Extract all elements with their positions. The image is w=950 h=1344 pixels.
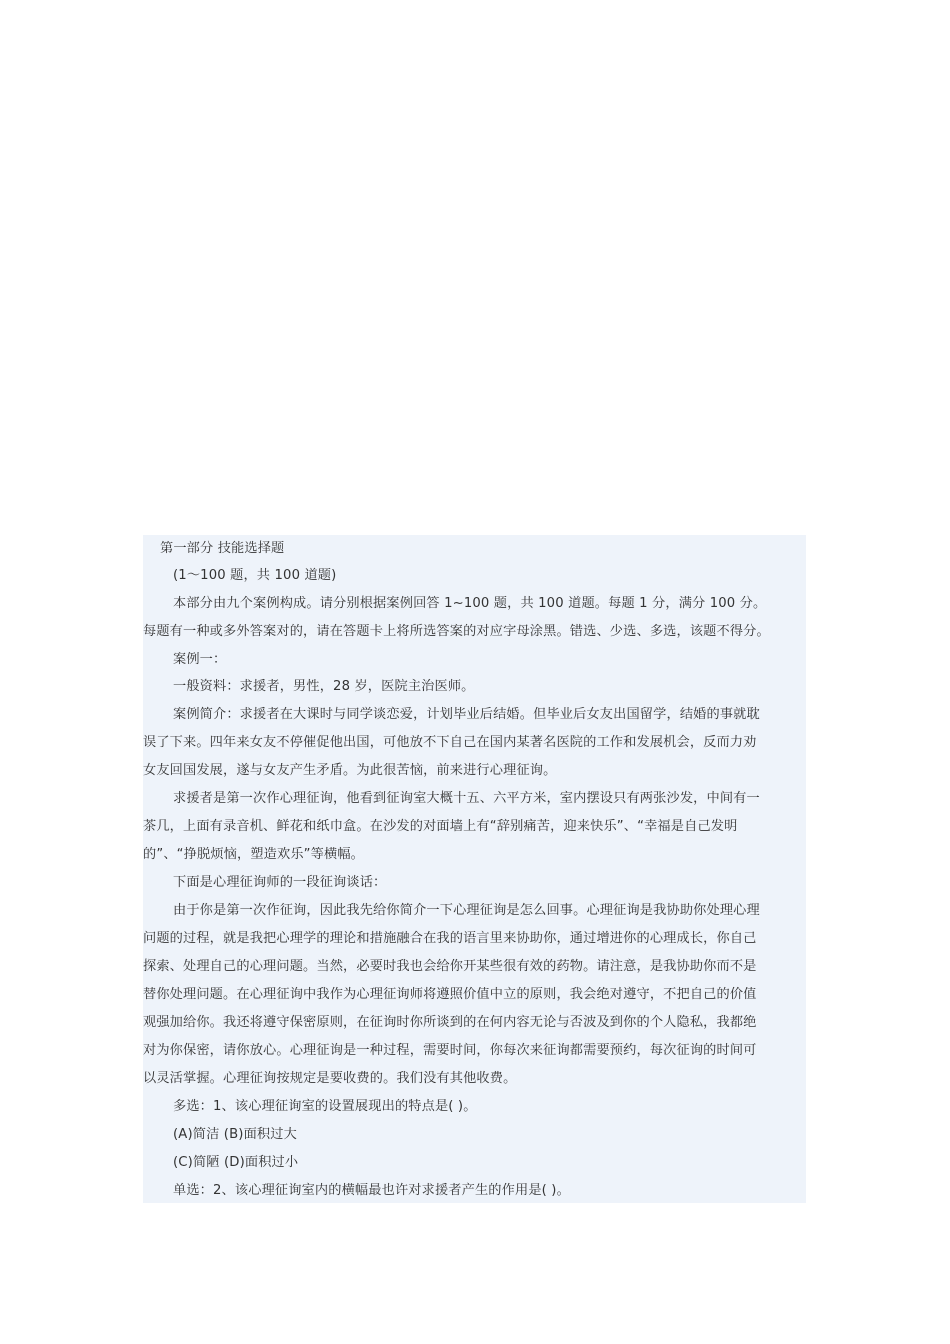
- instruction-line-1: 本部分由九个案例构成。请分别根据案例回答 1~100 题，共 100 道题。每题 1 分，满分 100 分。: [173, 596, 767, 611]
- section-title: 第一部分 技能选择题: [160, 541, 285, 556]
- general-info: 一般资料：求援者，男性，28 岁，医院主治医师。: [173, 679, 475, 694]
- dialogue-line-3: 探索、处理自己的心理问题。当然，必要时我也会给你开某些很有效的药物。请注意，是我协助你而不是: [143, 959, 757, 974]
- case-intro-line-1: 案例简介：求援者在大课时与同学谈恋爱，计划毕业后结婚。但毕业后女友出国留学，结婚的事就耽: [173, 707, 760, 722]
- case-label: 案例一：: [173, 652, 227, 667]
- question-1: 多选：1、该心理征询室的设置展现出的特点是( )。: [173, 1099, 477, 1114]
- case-intro-line-3: 女友回国发展，遂与女友产生矛盾。为此很苦恼，前来进行心理征询。: [143, 763, 557, 778]
- dialogue-line-7: 以灵活掌握。心理征询按规定是要收费的。我们没有其他收费。: [143, 1071, 517, 1086]
- dialogue-line-6: 对为你保密，请你放心。心理征询是一种过程，需要时间，你每次来征询都需要预约，每次征询的时间可: [143, 1043, 757, 1058]
- dialogue-line-1: 由于你是第一次作征询，因此我先给你简介一下心理征询是怎么回事。心理征询是我协助你处理心理: [173, 903, 760, 918]
- question-range: (1～100 题，共 100 道题): [173, 568, 337, 583]
- dialogue-line-5: 观强加给你。我还将遵守保密原则，在征询时你所谈到的在何内容无论与否波及到你的个人隐私，我都绝: [143, 1015, 757, 1030]
- dialogue-line-2: 问题的过程，就是我把心理学的理论和措施融合在我的语言里来协助你，通过增进你的心理成长，你自己: [143, 931, 757, 946]
- question-2: 单选：2、该心理征询室内的横幅最也许对求援者产生的作用是( )。: [173, 1183, 570, 1198]
- room-line-3: 的”、“挣脱烦恼，塑造欢乐”等横幅。: [143, 847, 365, 862]
- dialogue-line-4: 替你处理问题。在心理征询中我作为心理征询师将遵照价值中立的原则，我会绝对遵守，不把自己的价值: [143, 987, 757, 1002]
- dialogue-intro: 下面是心理征询师的一段征询谈话：: [173, 875, 387, 890]
- question-1-options-row-2: (C)简陋 (D)面积过小: [173, 1155, 299, 1170]
- room-line-1: 求援者是第一次作心理征询，他看到征询室大概十五、六平方米，室内摆设只有两张沙发，中间有一: [173, 791, 760, 806]
- room-line-2: 茶几，上面有录音机、鲜花和纸巾盒。在沙发的对面墙上有“辞别痛苦，迎来快乐”、“幸福是自己发明: [143, 819, 738, 834]
- instruction-line-2: 每题有一种或多外答案对的，请在答题卡上将所选答案的对应字母涂黑。错选、少选、多选，该题不得分。: [143, 624, 770, 639]
- case-intro-line-2: 误了下来。四年来女友不停催促他出国，可他放不下自己在国内某著名医院的工作和发展机会，反而力劝: [143, 735, 757, 750]
- question-1-options-row-1: (A)简洁 (B)面积过大: [173, 1127, 297, 1142]
